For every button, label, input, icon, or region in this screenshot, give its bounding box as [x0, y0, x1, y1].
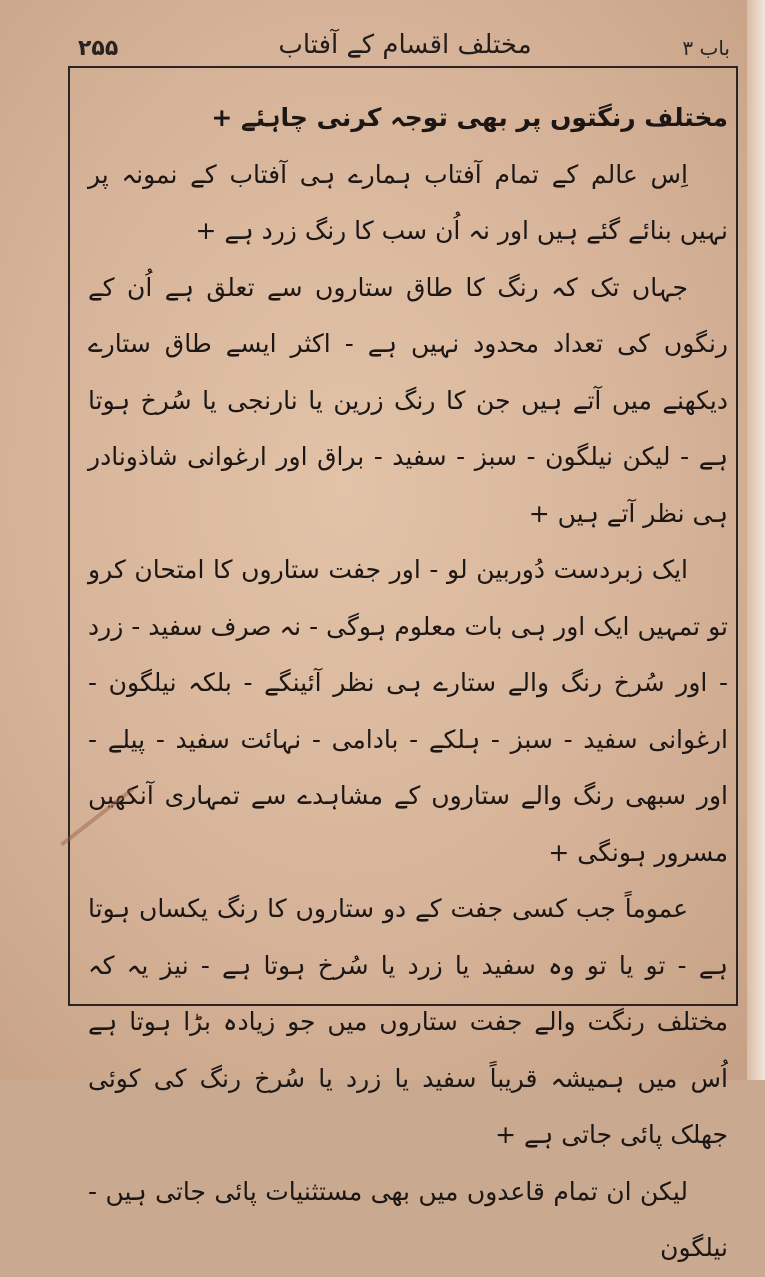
page-header: [70, 28, 740, 68]
paragraph: عموماً جب کسی جفت کے دو ستاروں کا رنگ یکساں ہوتا ہے - تو یا تو وہ سفید یا زرد یا سُرخ ہوتا ہے - نیز یہ کہ مختلف رنگت والے جفت ستاروں میں جو زیادہ بڑا ہوتا ہے اُس میں ہمیشہ قریباً سفید یا زرد یا سُرخ رنگ کی کوئی جھلک پائی جاتی ہے +: [88, 894, 728, 1149]
paragraph: اِس عالم کے تمام آفتاب ہمارے ہی آفتاب کے نمونہ پر نہیں بنائے گئے ہیں اور نہ اُن سب کا رنگ زرد ہے +: [88, 159, 728, 245]
paragraph: ایک زبردست دُوربین لو - اور جفت ستاروں کا امتحان کرو تو تمہیں ایک اور ہی بات معلوم ہوگی - نہ صرف سفید - زرد - اور سُرخ رنگ والے ستارے ہی نظر آئینگے - بلکہ نیلگون - ارغوانی سفید - سبز - ہلکے - بادامی - نہائت سفید - پیلے - اور سبھی رنگ والے ستاروں کے مشاہدے سے تمہاری آنکھیں مسرور ہونگی +: [88, 555, 728, 867]
section-heading: مختلف رنگتوں پر بھی توجہ کرنی چاہئے +: [211, 103, 728, 132]
chapter-label: باب ۳: [682, 36, 730, 60]
paragraph: لیکن ان تمام قاعدوں میں بھی مستثنیات پائی جاتی ہیں - نیلگون: [88, 1176, 728, 1262]
page-body: [88, 90, 728, 1262]
page-number: ۲۵۵: [78, 36, 119, 61]
paragraph: جہاں تک کہ رنگ کا طاق ستاروں سے تعلق ہے اُن کے رنگوں کی تعداد محدود نہیں ہے - اکثر ایسے طاق ستارے دیکھنے میں آتے ہیں جن کا رنگ زرین یا نارنجی یا سُرخ ہوتا ہے - لیکن نیلگون - سبز - سفید - براق اور ارغوانی شاذونادر ہی نظر آتے ہیں +: [88, 272, 728, 528]
running-title: مختلف اقسام کے آفتاب: [278, 30, 532, 60]
page-edge: [747, 0, 765, 1080]
